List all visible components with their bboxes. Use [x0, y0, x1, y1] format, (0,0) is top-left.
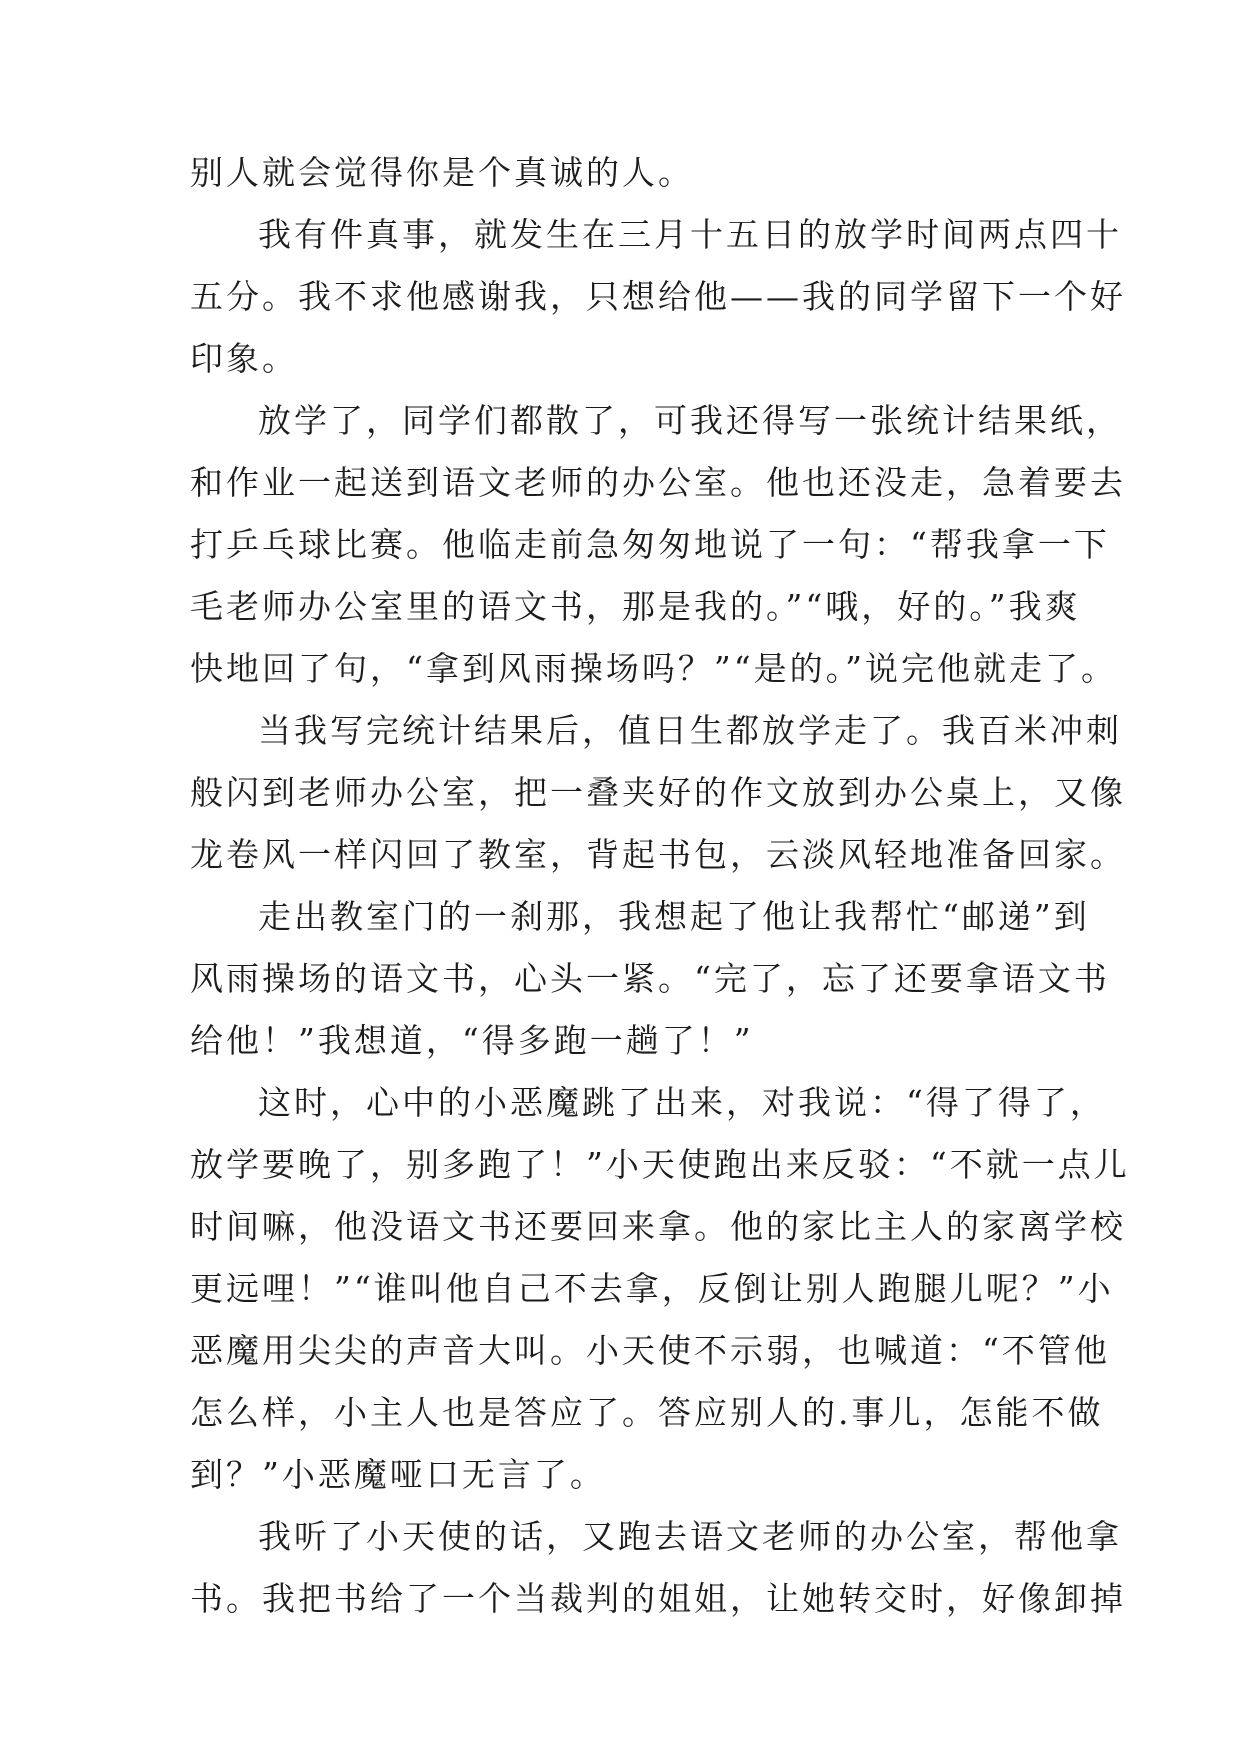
text-line: 给他！”我想道，“得多跑一趟了！”: [190, 1021, 754, 1060]
text-line: 龙卷风一样闪回了教室，背起书包，云淡风轻地准备回家。: [190, 835, 1126, 874]
text-line: 我听了小天使的话，又跑去语文老师的办公室，帮他拿: [258, 1517, 1122, 1556]
text-line: 放学要晚了，别多跑了！”小天使跑出来反驳：“不就一点儿: [190, 1145, 1130, 1184]
text-line: 和作业一起送到语文老师的办公室。他也还没走，急着要去: [190, 463, 1126, 502]
text-line: 印象。: [190, 339, 298, 378]
text-line: 到？”小恶魔哑口无言了。: [190, 1455, 606, 1494]
text-line: 别人就会觉得你是个真诚的人。: [190, 153, 694, 192]
text-line: 我有件真事，就发生在三月十五日的放学时间两点四十: [258, 215, 1122, 254]
text-line: 快地回了句，“拿到风雨操场吗？”“是的。”说完他就走了。: [190, 649, 1117, 688]
text-line: 时间嘛，他没语文书还要回来拿。他的家比主人的家离学校: [190, 1207, 1126, 1246]
text-line: 风雨操场的语文书，心头一紧。“完了，忘了还要拿语文书: [190, 959, 1110, 998]
text-line: 这时，心中的小恶魔跳了出来，对我说：“得了得了，: [258, 1083, 1106, 1122]
text-line: 更远哩！”“谁叫他自己不去拿，反倒让别人跑腿儿呢？”小: [190, 1269, 1114, 1308]
text-line: 走出教室门的一刹那，我想起了他让我帮忙“邮递”到: [258, 897, 1090, 936]
text-line: 五分。我不求他感谢我，只想给他——我的同学留下一个好: [190, 277, 1126, 316]
text-line: 怎么样，小主人也是答应了。答应别人的.事儿，怎能不做: [190, 1393, 1104, 1432]
text-line: 当我写完统计结果后，值日生都放学走了。我百米冲刺: [258, 711, 1122, 750]
article-body: [190, 142, 1130, 1630]
text-line: 打乒乓球比赛。他临走前急匆匆地说了一句：“帮我拿一下: [190, 525, 1110, 564]
text-line: 毛老师办公室里的语文书，那是我的。”“哦，好的。”我爽: [190, 587, 1081, 626]
text-line: 放学了，同学们都散了，可我还得写一张统计结果纸，: [258, 401, 1122, 440]
text-line: 恶魔用尖尖的声音大叫。小天使不示弱，也喊道：“不管他: [190, 1331, 1110, 1370]
text-line: 般闪到老师办公室，把一叠夹好的作文放到办公桌上，又像: [190, 773, 1126, 812]
text-line: 书。我把书给了一个当裁判的姐姐，让她转交时，好像卸掉: [190, 1579, 1126, 1618]
